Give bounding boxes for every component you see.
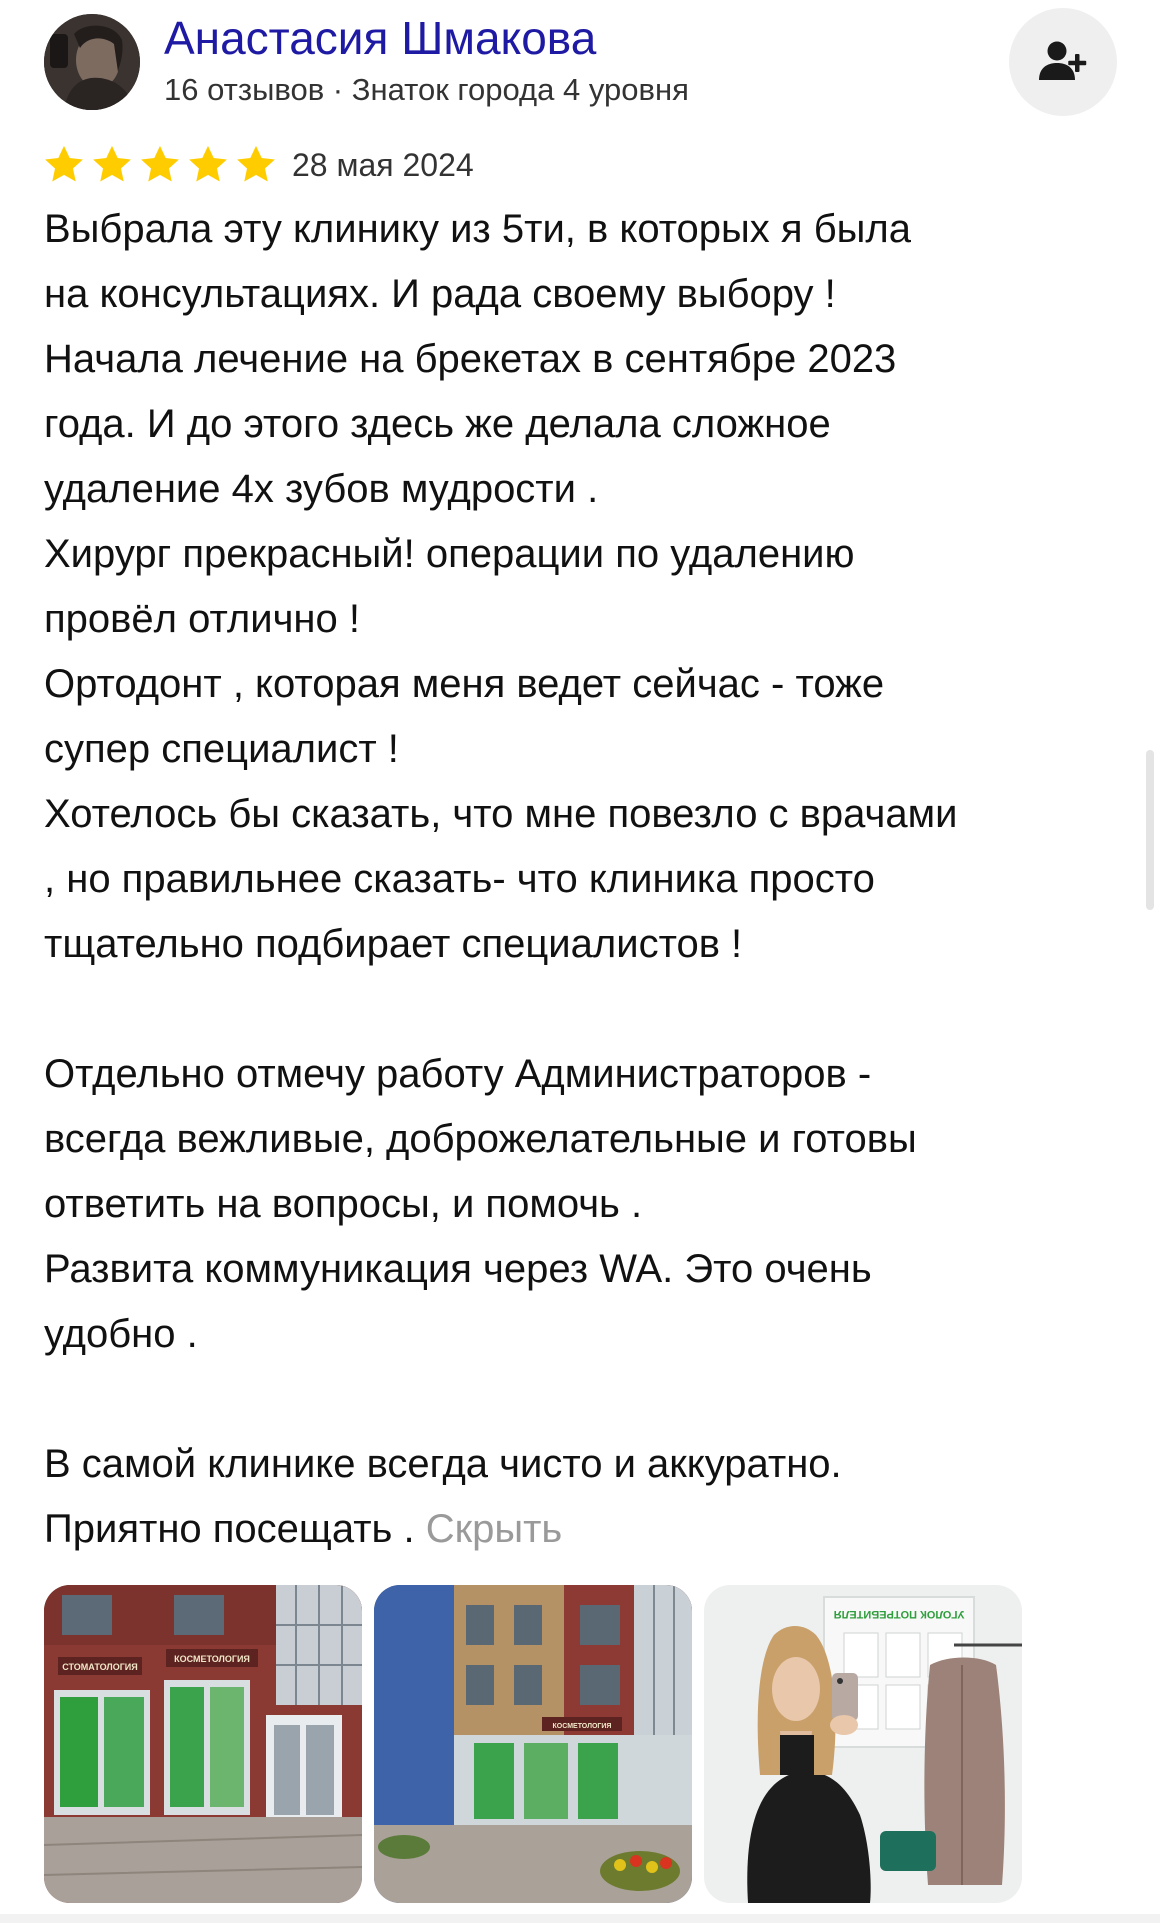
review-line: Хотелось бы сказать, что мне повезло с врачами (44, 792, 958, 836)
review-line: Ортодонт , которая меня ведет сейчас - тоже (44, 662, 885, 706)
sign-dentistry: СТОМАТОЛОГИЯ (62, 1662, 138, 1672)
review-line: Начала лечение на брекетах в сентябре 2023 (44, 337, 897, 381)
review-line: Выбрала эту клинику из 5ти, в которых я была (44, 207, 911, 251)
review-line: на консультациях. И рада своему выбору ! (44, 272, 836, 316)
paragraph-break (44, 1367, 1124, 1432)
review-line: удаление 4х зубов мудрости . (44, 467, 599, 511)
star-icon (42, 143, 86, 187)
divider (0, 1914, 1160, 1923)
sign-cosmetology: КОСМЕТОЛОГИЯ (174, 1654, 250, 1664)
review-photo-3[interactable] (704, 1585, 1022, 1903)
clinic-facade-photo (44, 1585, 362, 1903)
author-name[interactable]: Анастасия Шмакова (164, 12, 597, 64)
author-meta: 16 отзывов · Знаток города 4 уровня (164, 72, 689, 107)
rating-stars (42, 143, 278, 187)
star-icon (90, 143, 134, 187)
review-line: удобно . (44, 1312, 198, 1356)
photo-gallery (44, 1585, 1022, 1903)
review-photo-1[interactable] (44, 1585, 362, 1903)
avatar-photo (44, 14, 140, 110)
review-line: провёл отлично ! (44, 597, 360, 641)
review-date: 28 мая 2024 (292, 147, 474, 183)
star-icon (138, 143, 182, 187)
wall-sign: УГОЛОК ПОТРЕБИТЕЛЯ (833, 1608, 965, 1620)
avatar[interactable] (44, 14, 140, 110)
review-line: , но правильнее сказать- что клиника просто (44, 857, 875, 901)
review-line: В самой клинике всегда чисто и аккуратно. (44, 1442, 842, 1486)
review-line: супер специалист ! (44, 727, 399, 771)
review-line: тщательно подбирает специалистов ! (44, 922, 743, 966)
review-line: года. И до этого здесь же делала сложное (44, 402, 831, 446)
review-line: Приятно посещать . (44, 1507, 426, 1551)
add-user-icon (1037, 36, 1089, 88)
review-photo-2[interactable] (374, 1585, 692, 1903)
review-line: Развита коммуникация через WA. Это очень (44, 1247, 872, 1291)
review-line: ответить на вопросы, и помочь . (44, 1182, 643, 1226)
review-line: всегда вежливые, доброжелательные и готовы (44, 1117, 917, 1161)
review-text (44, 197, 1124, 1562)
review-last-line (44, 1497, 1124, 1562)
star-icon (186, 143, 230, 187)
subscribe-button[interactable] (1009, 8, 1117, 116)
hide-link[interactable]: Скрыть (425, 1507, 563, 1551)
scrollbar-thumb[interactable] (1146, 750, 1154, 910)
lobby-selfie-photo (704, 1585, 1022, 1903)
paragraph-break (44, 977, 1124, 1042)
clinic-building-photo (374, 1585, 692, 1903)
sign-cosmetology: КОСМЕТОЛОГИЯ (552, 1723, 612, 1730)
review-line: Хирург прекрасный! операции по удалению (44, 532, 855, 576)
star-icon (234, 143, 278, 187)
review-line: Отдельно отмечу работу Администраторов - (44, 1052, 872, 1096)
